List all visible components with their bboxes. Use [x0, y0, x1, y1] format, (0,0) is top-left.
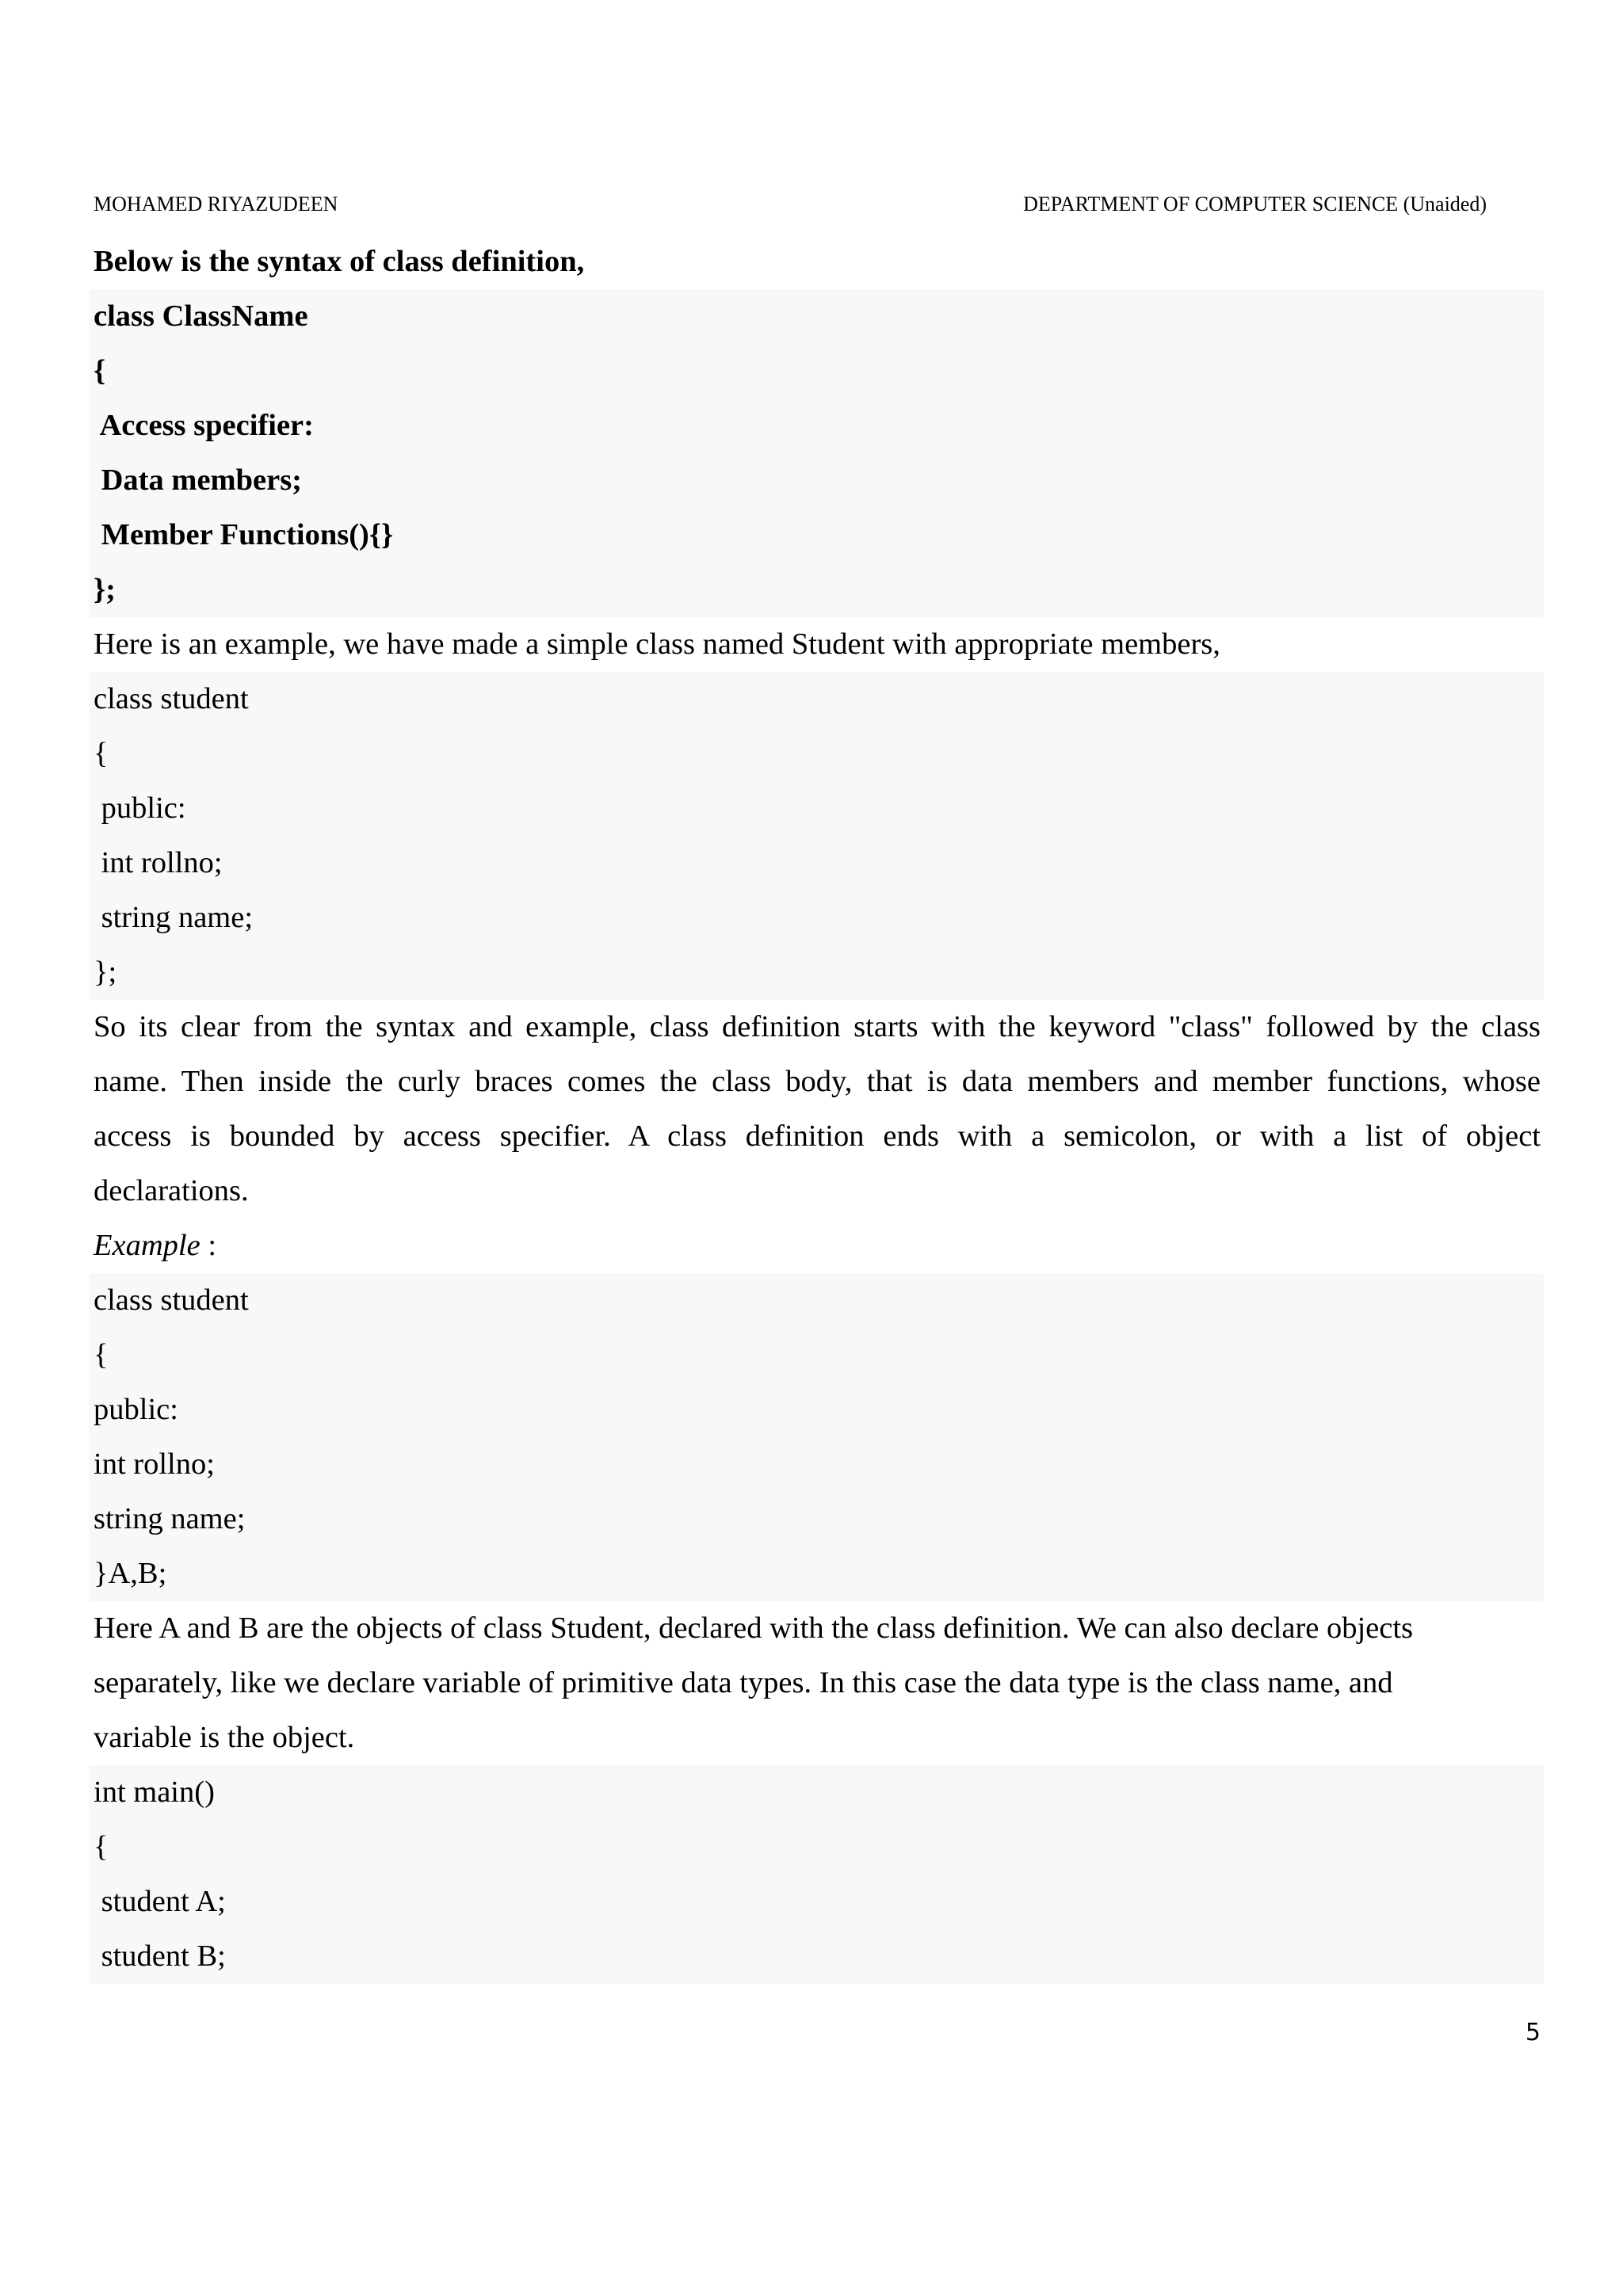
paragraph-line: declarations. — [94, 1174, 249, 1207]
code-line: string name; — [94, 901, 254, 934]
example-code-block-2 — [89, 1273, 1544, 1601]
paragraph-line: separately, like we declare variable of primitive data types. In this case the data type is the class name, and — [94, 1666, 1393, 1699]
code-line: int rollno; — [94, 1447, 215, 1481]
code-line: Data members; — [94, 463, 302, 497]
page-number: 5 — [1525, 2019, 1541, 2046]
paragraph-line: access is bounded by access specifier. A class definition ends with a semicolon, or with a list of object — [94, 1119, 1541, 1153]
paragraph-line: name. Then inside the curly braces comes the class body, that is data members and member functions, whose — [94, 1065, 1541, 1098]
code-line: public: — [94, 791, 186, 825]
main-code-block — [89, 1765, 1544, 1984]
page-header — [94, 189, 1487, 220]
code-line: class student — [94, 682, 249, 715]
paragraph-line: Here A and B are the objects of class Student, declared with the class definition. We can also declare objects — [94, 1611, 1414, 1645]
code-line: Access specifier: — [94, 409, 314, 442]
code-line: { — [94, 737, 109, 770]
header-author: MOHAMED RIYAZUDEEN — [94, 193, 338, 215]
code-line: }A,B; — [94, 1557, 167, 1590]
paragraph-line: So its clear from the syntax and example, class definition starts with the keyword "class" followed by the class — [94, 1010, 1541, 1043]
intro-heading: Below is the syntax of class definition, — [94, 245, 585, 278]
code-line: }; — [94, 955, 117, 989]
code-line: student B; — [94, 1939, 226, 1973]
code-line: { — [94, 1830, 109, 1863]
page-content — [94, 235, 1541, 1984]
code-line: student A; — [94, 1885, 226, 1918]
example-code-block-1 — [89, 672, 1544, 1000]
code-line: class student — [94, 1283, 249, 1317]
code-line: { — [94, 354, 106, 387]
code-line: { — [94, 1338, 109, 1371]
example-label: Example — [94, 1229, 200, 1262]
code-line: string name; — [94, 1502, 246, 1535]
code-line: class ClassName — [94, 299, 308, 333]
code-line: int rollno; — [94, 846, 223, 879]
code-line: public: — [94, 1393, 178, 1426]
header-department: DEPARTMENT OF COMPUTER SCIENCE (Unaided) — [1023, 193, 1487, 215]
example-label-line — [94, 1219, 1541, 1273]
code-line: Member Functions(){} — [94, 518, 394, 551]
objects-paragraph — [94, 1601, 1541, 1765]
code-line: }; — [94, 573, 116, 606]
syntax-code-block — [89, 289, 1544, 617]
example-label-suffix: : — [200, 1229, 217, 1262]
explanation-paragraph — [94, 1000, 1541, 1219]
code-line: int main() — [94, 1775, 215, 1809]
paragraph-line: variable is the object. — [94, 1721, 355, 1754]
example-intro: Here is an example, we have made a simple class named Student with appropriate members, — [94, 627, 1220, 661]
